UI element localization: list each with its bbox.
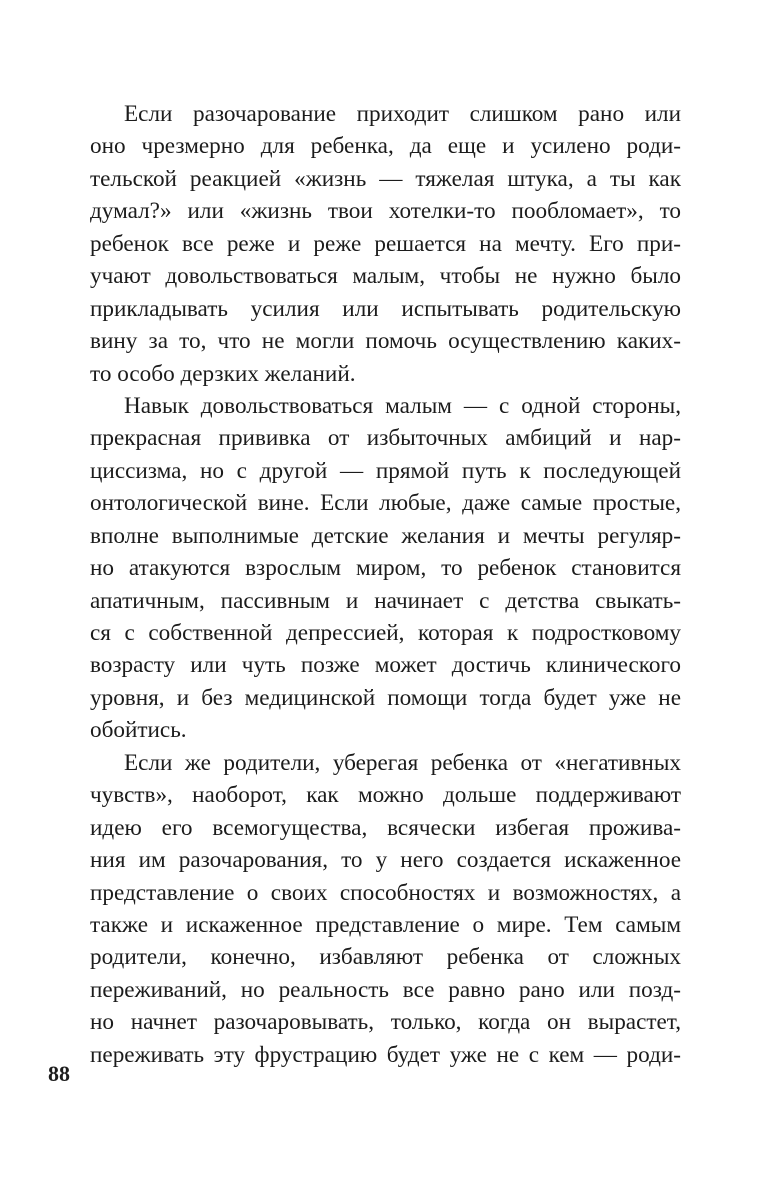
text-line: переживать эту фрустрацию будет уже не с кем — роди-: [90, 1041, 681, 1068]
text-line: тельской реакцией «жизнь — тяжелая штука, а ты как: [90, 165, 681, 192]
text-line: также и искаженное представление о мире. Тем самым: [90, 911, 681, 938]
text-line: идею его всемогущества, всячески избегая прожива-: [90, 814, 681, 841]
text-line: оно чрезмерно для ребенка, да еще и усилено роди-: [90, 133, 681, 160]
text-line: возрасту или чуть позже может достичь клинического: [90, 652, 681, 679]
paragraph-1: [90, 98, 681, 390]
text-line: Если же родители, уберегая ребенка от «негативных: [124, 749, 681, 776]
text-line: циссизма, но с другой — прямой путь к последующей: [90, 457, 681, 484]
text-line: прекрасная прививка от избыточных амбиций и нар-: [90, 425, 681, 452]
text-line: Если разочарование приходит слишком рано или: [124, 101, 681, 127]
text-line: родители, конечно, избавляют ребенка от сложных: [90, 944, 681, 971]
text-line: Навык довольствоваться малым — с одной стороны,: [124, 392, 681, 419]
text-line: ния им разочарования, то у него создается искаженное: [90, 847, 681, 874]
page-number: 88: [48, 1061, 70, 1086]
text-line: ся с собственной депрессией, которая к подростковому: [90, 620, 681, 646]
text-line: ребенок все реже и реже решается на мечту. Его при-: [90, 230, 681, 257]
text-line: но начнет разочаровывать, только, когда он вырастет,: [90, 1009, 681, 1036]
text-line: то особо дерзких желаний.: [90, 360, 356, 387]
text-line: вполне выполнимые детские желания и мечты регуляр-: [90, 522, 681, 549]
text-line: переживаний, но реальность все равно рано или позд-: [90, 976, 681, 1003]
text-line: апатичным, пассивным и начинает с детства свыкать-: [90, 587, 681, 614]
text-line: онтологической вине. Если любые, даже самые простые,: [90, 490, 681, 517]
paragraph-3: [90, 747, 681, 1071]
text-line: прикладывать усилия или испытывать родительскую: [90, 295, 681, 322]
text-line: но атакуются взрослым миром, то ребенок становится: [90, 555, 681, 582]
text-line: представление о своих способностях и возможностях, а: [90, 879, 681, 906]
text-line: думал?» или «жизнь твои хотелки-то пообломает», то: [90, 198, 681, 225]
paragraph-2: [90, 390, 681, 747]
text-line: уровня, и без медицинской помощи тогда будет уже не: [90, 684, 681, 711]
text-line: вину за то, что не могли помочь осуществлению каких-: [90, 328, 681, 355]
book-page-body: [90, 98, 681, 1071]
text-line: обойтись.: [90, 717, 187, 744]
text-line: чувств», наоборот, как можно дольше поддерживают: [90, 782, 681, 809]
text-line: учают довольствоваться малым, чтобы не нужно было: [90, 263, 681, 290]
